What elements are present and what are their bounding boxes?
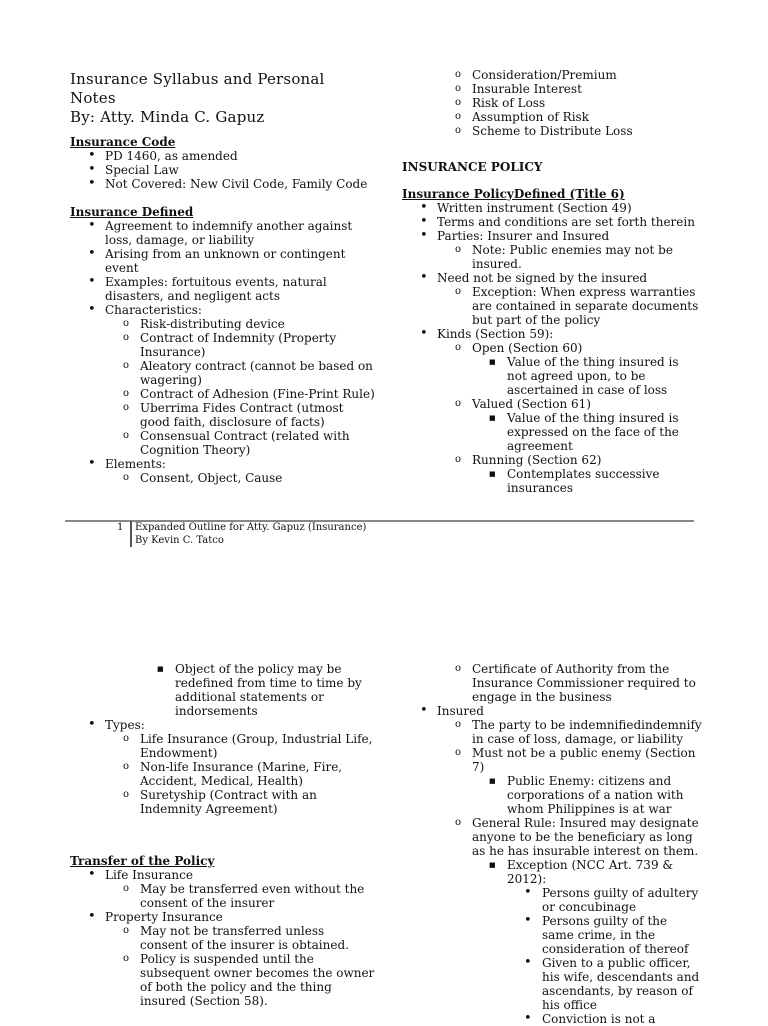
insurance-code-list <box>70 149 375 191</box>
list-item: ■ Exception (NCC Art. 739 & 2012): <box>402 858 702 886</box>
document-title: Insurance Syllabus and Personal Notes By: Atty. Minda C. Gapuz <box>70 70 325 126</box>
list-item: ■ Value of the thing insured is expressed on the face of the agreement <box>402 411 702 453</box>
list-item: o Open (Section 60) <box>402 341 702 355</box>
list-item: • Life Insurance <box>70 868 375 882</box>
list-item: • Not Covered: New Civil Code, Family Code <box>70 177 375 191</box>
list-item: o Assumption of Risk <box>402 110 702 124</box>
list-item: • Need not be signed by the insured <box>402 271 702 285</box>
list-item: o Risk-distributing device <box>70 317 375 331</box>
list-item: • Property Insurance <box>70 910 375 924</box>
section-heading-policy-defined: Insurance PolicyDefined (Title 6) <box>402 187 625 201</box>
list-item: o Non-life Insurance (Marine, Fire, Accident, Medical, Health) <box>70 760 375 788</box>
list-item: o May be transferred even without the consent of the insurer <box>70 882 375 910</box>
list-item: o Running (Section 62) <box>402 453 702 467</box>
page1-left-column <box>70 70 375 485</box>
section-heading-insurance-defined: Insurance Defined <box>70 205 194 219</box>
list-item: o Scheme to Distribute Loss <box>402 124 702 138</box>
list-item: o The party to be indemnifiedindemnify in case of loss, damage, or liability <box>402 718 702 746</box>
list-item: o Consideration/Premium <box>402 68 702 82</box>
policy-continued-list <box>70 662 375 816</box>
list-item: • Elements: <box>70 457 375 471</box>
list-item: ■ Contemplates successive insurances <box>402 467 702 495</box>
list-item: • Types: <box>70 718 375 732</box>
list-item: • Persons guilty of the same crime, in the consideration of thereof <box>402 914 702 956</box>
list-item: o Consent, Object, Cause <box>70 471 375 485</box>
page1-right-column <box>402 68 702 495</box>
list-item: o May not be transferred unless consent of the insurer is obtained. <box>70 924 375 952</box>
list-item: • Insured <box>402 704 702 718</box>
section-heading-transfer-of-policy: Transfer of the Policy <box>70 854 215 868</box>
list-item: • Special Law <box>70 163 375 177</box>
list-item: o Risk of Loss <box>402 96 702 110</box>
list-item: o Consensual Contract (related with Cognition Theory) <box>70 429 375 457</box>
list-item: o Uberrima Fides Contract (utmost good faith, disclosure of facts) <box>70 401 375 429</box>
list-item: o Must not be a public enemy (Section 7) <box>402 746 702 774</box>
list-item: o Certificate of Authority from the Insurance Commissioner required to engage in the business <box>402 662 702 704</box>
footer-divider <box>130 521 132 547</box>
section-heading-insurance-code: Insurance Code <box>70 135 176 149</box>
list-item: • Agreement to indemnify another against loss, damage, or liability <box>70 219 375 247</box>
page2-right-column <box>402 662 702 1026</box>
list-item: • Given to a public officer, his wife, descendants and ascendants, by reason of his office <box>402 956 702 1012</box>
list-item: • Written instrument (Section 49) <box>402 201 702 215</box>
list-item: • Persons guilty of adultery or concubinage <box>402 886 702 914</box>
page2-left-column <box>70 662 375 1008</box>
list-item: o Aleatory contract (cannot be based on wagering) <box>70 359 375 387</box>
list-item: • Arising from an unknown or contingent event <box>70 247 375 275</box>
list-item: • Parties: Insurer and Insured <box>402 229 702 243</box>
policy-defined-list <box>402 201 702 495</box>
list-item: • Conviction is not a <box>402 1012 702 1026</box>
list-item: o Contract of Indemnity (Property Insurance) <box>70 331 375 359</box>
list-item: • Terms and conditions are set forth therein <box>402 215 702 229</box>
list-item: o Note: Public enemies may not be insured. <box>402 243 702 271</box>
elements-continued-list <box>402 68 702 138</box>
list-item: • Characteristics: <box>70 303 375 317</box>
list-item: ■ Value of the thing insured is not agreed upon, to be ascertained in case of loss <box>402 355 702 397</box>
footer-line-2: By Kevin C. Tatco <box>135 535 224 546</box>
footer-line-1: Expanded Outline for Atty. Gapuz (Insurance) <box>135 522 367 533</box>
list-item: • PD 1460, as amended <box>70 149 375 163</box>
insured-list <box>402 662 702 1026</box>
list-item: ■ Object of the policy may be redefined from time to time by additional statements or indorsements <box>70 662 375 718</box>
page-number: 1 <box>117 522 124 533</box>
list-item: o Exception: When express warranties are contained in separate documents but part of the policy <box>402 285 702 327</box>
list-item: ■ Public Enemy: citizens and corporations of a nation with whom Philippines is at war <box>402 774 702 816</box>
list-item: o Policy is suspended until the subsequent owner becomes the owner of both the policy and the thing insured (Section 58). <box>70 952 375 1008</box>
footer-text <box>135 521 366 547</box>
section-heading-insurance-policy: INSURANCE POLICY <box>402 160 543 174</box>
list-item: o Suretyship (Contract with an Indemnity Agreement) <box>70 788 375 816</box>
list-item: o Insurable Interest <box>402 82 702 96</box>
list-item: o General Rule: Insured may designate anyone to be the beneficiary as long as he has insurable interest on them. <box>402 816 702 858</box>
list-item: o Contract of Adhesion (Fine-Print Rule) <box>70 387 375 401</box>
list-item: • Kinds (Section 59): <box>402 327 702 341</box>
list-item: • Examples: fortuitous events, natural disasters, and negligent acts <box>70 275 375 303</box>
list-item: o Life Insurance (Group, Industrial Life, Endowment) <box>70 732 375 760</box>
transfer-list <box>70 868 375 1008</box>
insurance-defined-list <box>70 219 375 485</box>
list-item: o Valued (Section 61) <box>402 397 702 411</box>
